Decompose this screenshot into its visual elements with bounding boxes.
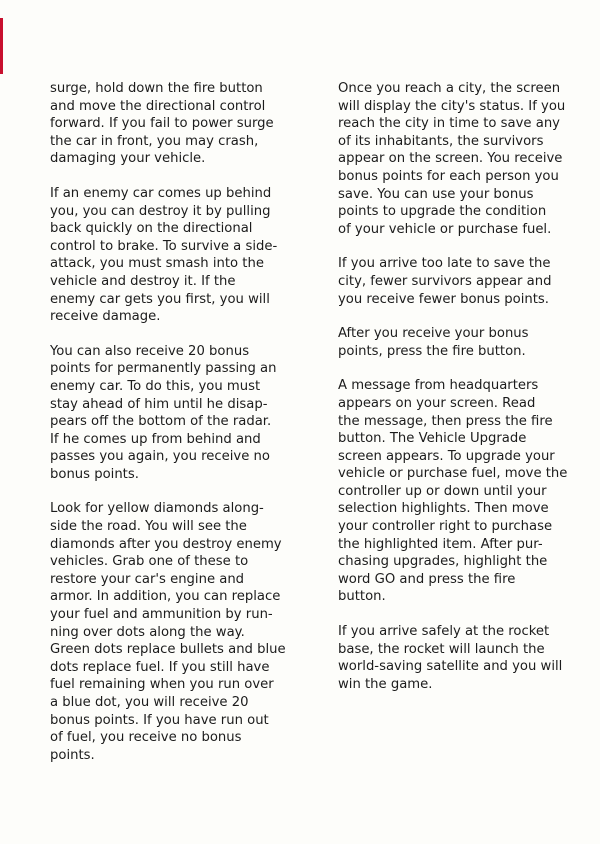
paragraph-enemy-behind: If an enemy car comes up behind you, you can destroy it by pulling back quickly on the directional control to brake. To survive a side- attack, you must smash into the vehicle and destroy it. If the enemy car gets you first, you will receive damage. — [50, 185, 278, 325]
paragraph-rocket-base: If you arrive safely at the rocket base, the rocket will launch the world-saving satellite and you will win the game. — [338, 624, 563, 692]
paragraph-arrive-late: If you arrive too late to save the city, fewer survivors appear and you receive fewer bonus points. — [338, 256, 552, 307]
red-edge-mark — [0, 18, 3, 74]
paragraph-power-surge: surge, hold down the fire button and move the directional control forward. If you fail to power surge the car in front, you may crash, damaging your vehicle. — [50, 81, 274, 167]
paragraph-diamonds-dots: Look for yellow diamonds along- side the road. You will see the diamonds after you destroy enemy vehicles. Grab one of these to restore your car's engine and armor. In addition, you can replace your fuel and ammunition by run- ning over dots along the way. Green dots replace bullets and blue dots replace fuel. If you still have fuel remaining when you run over a blue dot, you will receive 20 bonus points. If you have run out of fuel, you receive no bonus points. — [50, 501, 286, 763]
paragraph-city-status: Once you reach a city, the screen will display the city's status. If you reach the city in time to save any of its inhabitants, the survivors appear on the screen. You receive bonus points for each person you save. You can use your bonus points to upgrade the condition of your vehicle or purchase fuel. — [338, 81, 566, 237]
paragraph-vehicle-upgrade: A message from headquarters appears on your screen. Read the message, then press the fire button. The Vehicle Upgrade screen appears. To upgrade your vehicle or purchase fuel, move the controller up or down until your selection highlights. Then move your controller right to purchase the highlighted item. After pur- chasing upgrades, highlight the word GO and press the fire button. — [338, 378, 568, 605]
paragraph-after-bonus: After you receive your bonus points, press the fire button. — [338, 326, 529, 359]
right-column — [338, 80, 588, 710]
left-column — [50, 80, 300, 781]
paragraph-bonus-passing: You can also receive 20 bonus points for permanently passing an enemy car. To do this, you must stay ahead of him until he disap- pears off the bottom of the radar. If he comes up from behind and passes you again, you receive no bonus points. — [50, 343, 277, 482]
